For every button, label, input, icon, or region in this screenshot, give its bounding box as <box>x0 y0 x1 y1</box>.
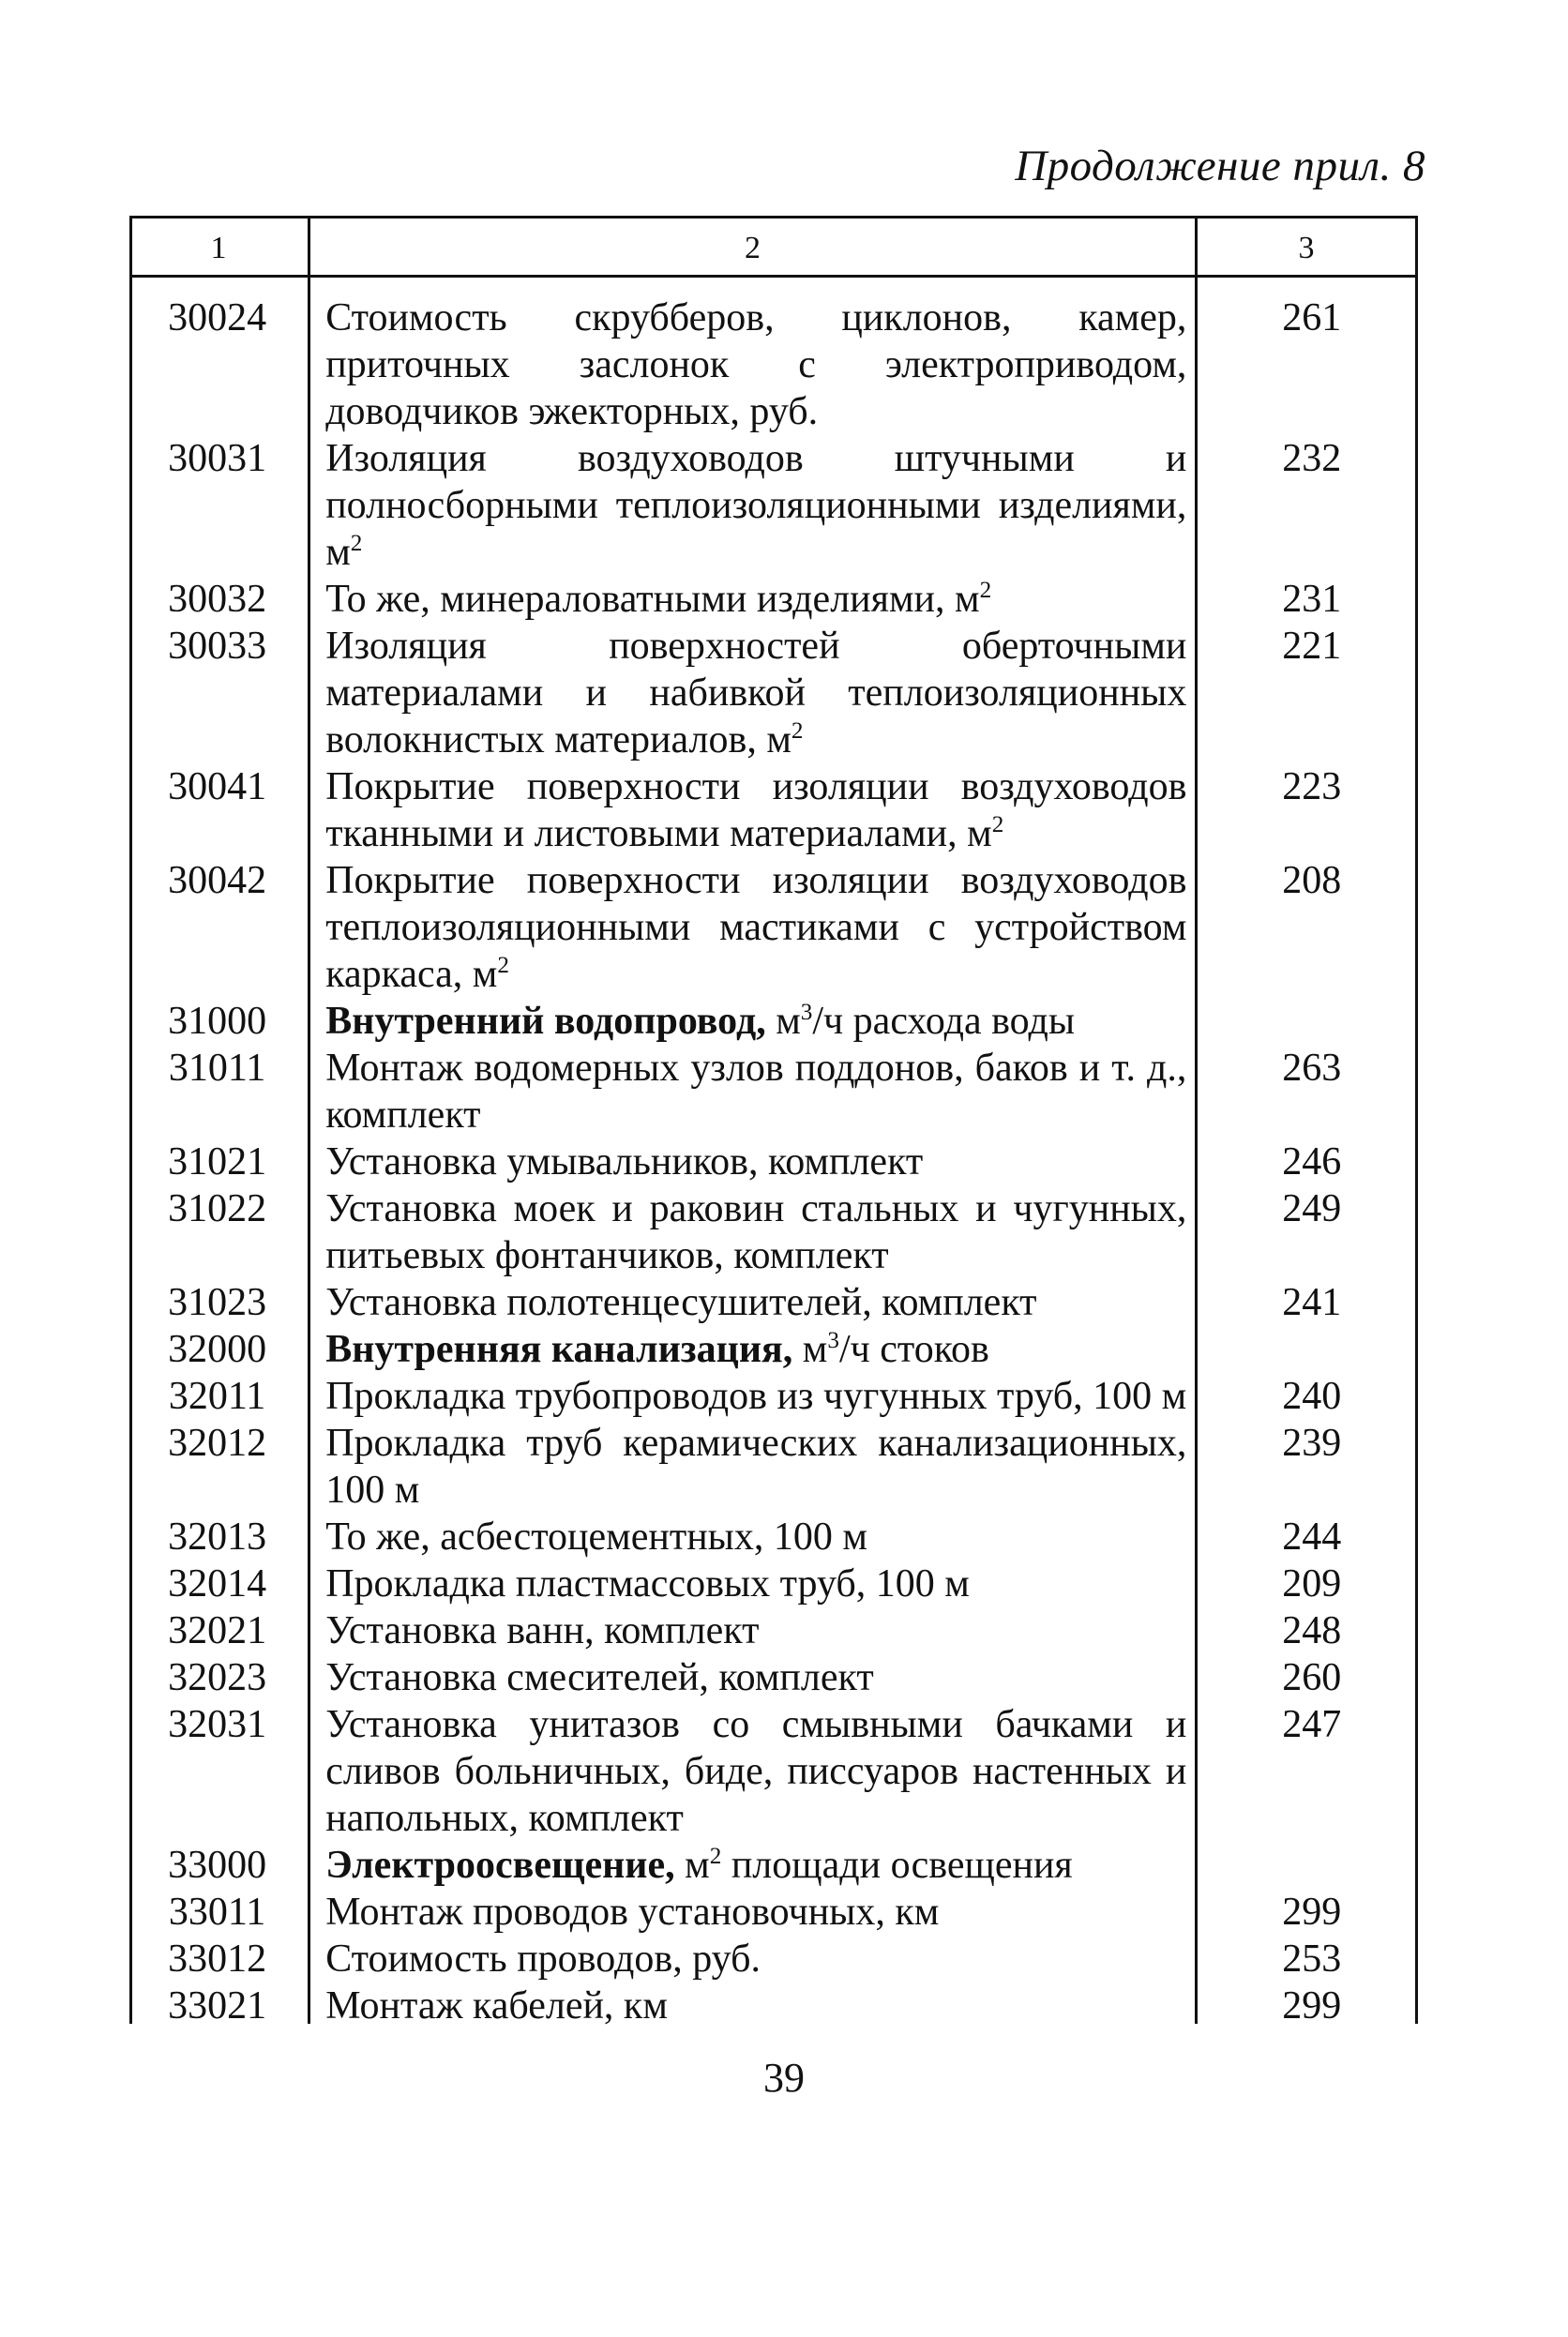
description-text: Покрытие поверхности изоляции воздуховодов тканными и листовыми материалами, м <box>325 765 1187 855</box>
description-text: Установка полотенцесушителей, комплект <box>325 1281 1037 1324</box>
description-text: Монтаж кабелей, км <box>325 1984 668 2028</box>
row-code: 31011 <box>168 1047 266 1090</box>
data-table <box>129 216 1418 2028</box>
row-description <box>305 857 1205 998</box>
row-value: 240 <box>1282 1375 1342 1418</box>
description-text: Монтаж водомерных узлов поддонов, баков и т. д., комплект <box>325 1047 1187 1137</box>
row-value: 263 <box>1282 1047 1342 1090</box>
table-row <box>129 1889 1418 1936</box>
row-code: 32014 <box>168 1562 267 1606</box>
table-row <box>129 294 1418 435</box>
col-header-2: 2 <box>745 231 761 265</box>
table-row <box>129 1701 1418 1842</box>
row-code: 30032 <box>168 578 267 621</box>
row-description <box>305 1936 1205 1983</box>
unit-exponent: 2 <box>991 812 1004 837</box>
table-row <box>129 1373 1418 1420</box>
row-code: 32023 <box>168 1656 267 1699</box>
table-top-border <box>129 216 1418 219</box>
table-row <box>129 1654 1418 1701</box>
description-text: Покрытие поверхности изоляции воздуховодов теплоизоляционными мастиками с устройством каркаса, м <box>325 859 1187 996</box>
row-description <box>305 1607 1205 1654</box>
row-code: 31023 <box>168 1281 267 1324</box>
table-row <box>129 1326 1418 1373</box>
row-value: 260 <box>1282 1656 1342 1699</box>
row-description <box>305 1185 1205 1279</box>
row-value: 208 <box>1282 859 1342 902</box>
row-value: 239 <box>1282 1422 1342 1465</box>
row-code: 33012 <box>168 1937 267 1981</box>
description-text: Установка умывальников, комплект <box>325 1140 924 1184</box>
table-row <box>129 435 1418 576</box>
unit-prefix: м <box>765 1000 801 1043</box>
table-row <box>129 1514 1418 1561</box>
table-row <box>129 1936 1418 1983</box>
row-code: 32000 <box>168 1328 267 1371</box>
row-description <box>305 576 1205 623</box>
row-description <box>305 1561 1205 1607</box>
row-value: 231 <box>1282 578 1342 621</box>
table-row <box>129 1420 1418 1514</box>
table-row <box>129 763 1418 857</box>
row-code: 33000 <box>168 1844 267 1887</box>
description-text: Монтаж проводов установочных, км <box>325 1891 940 1934</box>
table-row <box>129 623 1418 763</box>
description-text: То же, асбестоцементных, 100 м <box>325 1515 867 1559</box>
table-row <box>129 1279 1418 1326</box>
row-description <box>305 1701 1205 1842</box>
row-description <box>305 763 1205 857</box>
row-value: 247 <box>1282 1703 1342 1746</box>
description-text: Установка унитазов со смывными бачками и сливов больничных, биде, писсуаров настенных и напольных, комплект <box>325 1703 1187 1840</box>
col-header-3: 3 <box>1298 231 1315 265</box>
row-code: 30024 <box>168 296 267 339</box>
row-description <box>305 1420 1205 1514</box>
description-text: Стоимость проводов, руб. <box>325 1937 761 1981</box>
row-value: 249 <box>1282 1187 1342 1230</box>
page-header: Продолжение прил. 8 <box>1015 142 1425 190</box>
row-value: 223 <box>1282 765 1342 808</box>
unit-prefix: м <box>674 1844 710 1887</box>
description-text: Прокладка труб керамических канализационных, 100 м <box>325 1422 1187 1512</box>
page-number: 39 <box>763 2055 805 2101</box>
row-description <box>305 1842 1205 1889</box>
description-text: То же, минераловатными изделиями, м <box>325 578 980 621</box>
row-description <box>305 1373 1205 1420</box>
row-description <box>305 294 1205 435</box>
row-description <box>305 435 1205 576</box>
row-code: 30031 <box>168 437 267 480</box>
table-row <box>129 1983 1418 2029</box>
table-header-divider <box>129 275 1418 278</box>
unit-exponent: 3 <box>800 1000 813 1025</box>
row-code: 31000 <box>168 1000 267 1043</box>
row-code: 32021 <box>168 1609 267 1652</box>
description-text: Прокладка пластмассовых труб, 100 м <box>325 1562 970 1606</box>
row-code: 33021 <box>168 1984 267 2028</box>
table-row <box>129 1045 1418 1138</box>
row-code: 30033 <box>168 625 267 668</box>
table-row <box>129 1842 1418 1889</box>
row-code: 32031 <box>168 1703 267 1746</box>
section-title: Внутренняя канализация, <box>325 1328 793 1371</box>
section-title: Электроосвещение, <box>325 1844 675 1887</box>
row-value: 241 <box>1282 1281 1342 1324</box>
description-text: Установка ванн, комплект <box>325 1609 760 1652</box>
row-description <box>305 623 1205 763</box>
col-header-1: 1 <box>210 231 227 265</box>
table-row <box>129 998 1418 1045</box>
row-code: 31022 <box>168 1187 267 1230</box>
row-description <box>305 1279 1205 1326</box>
row-code: 30041 <box>168 765 267 808</box>
row-value: 248 <box>1282 1609 1342 1652</box>
row-code: 31021 <box>168 1140 267 1184</box>
row-description <box>305 1045 1205 1138</box>
row-code: 30042 <box>168 859 267 902</box>
table-row <box>129 1561 1418 1607</box>
description-text: Установка моек и раковин стальных и чугунных, питьевых фонтанчиков, комплект <box>325 1187 1187 1277</box>
row-description <box>305 1514 1205 1561</box>
unit-exponent: 3 <box>827 1328 839 1353</box>
row-value: 246 <box>1282 1140 1342 1184</box>
table-row <box>129 1607 1418 1654</box>
row-code: 33011 <box>168 1891 266 1934</box>
unit-exponent: 2 <box>350 531 363 556</box>
row-code: 32013 <box>168 1515 267 1559</box>
unit-exponent: 2 <box>791 718 804 744</box>
row-description <box>305 998 1205 1045</box>
row-description <box>305 1138 1205 1185</box>
description-text: Изоляция поверхностей оберточными материалами и набивкой теплоизоляционных волокнистых материалов, м <box>325 625 1187 761</box>
description-text: /ч расхода воды <box>812 1000 1076 1043</box>
section-title: Внутренний водопровод, <box>325 1000 766 1043</box>
row-code: 32012 <box>168 1422 267 1465</box>
description-text: Изоляция воздуховодов штучными и полносборными теплоизоляционными изделиями, м <box>325 437 1187 574</box>
row-description <box>305 1983 1205 2029</box>
row-value: 299 <box>1282 1891 1342 1934</box>
row-description <box>305 1326 1205 1373</box>
description-text: Установка смесителей, комплект <box>325 1656 874 1699</box>
description-text: Стоимость скрубберов, циклонов, камер, приточных заслонок с электроприводом, доводчиков эжекторных, руб. <box>325 296 1187 433</box>
description-text: площади освещения <box>721 1844 1073 1887</box>
row-code: 32011 <box>168 1375 266 1418</box>
table-row <box>129 1185 1418 1279</box>
table-row <box>129 576 1418 623</box>
row-value: 261 <box>1282 296 1342 339</box>
unit-exponent: 2 <box>709 1844 722 1869</box>
table-row <box>129 1138 1418 1185</box>
row-value: 299 <box>1282 1984 1342 2028</box>
description-text: /ч стоков <box>838 1328 989 1371</box>
row-description <box>305 1889 1205 1936</box>
unit-exponent: 2 <box>497 953 509 978</box>
table-body <box>129 294 1418 2029</box>
description-text: Прокладка трубопроводов из чугунных труб, 100 м <box>325 1375 1187 1418</box>
row-description <box>305 1654 1205 1701</box>
row-value: 232 <box>1282 437 1342 480</box>
row-value: 253 <box>1282 1937 1342 1981</box>
row-value: 209 <box>1282 1562 1342 1606</box>
row-value: 244 <box>1282 1515 1342 1559</box>
unit-exponent: 2 <box>979 578 992 603</box>
table-row <box>129 857 1418 998</box>
row-value: 221 <box>1282 625 1342 668</box>
unit-prefix: м <box>792 1328 828 1371</box>
